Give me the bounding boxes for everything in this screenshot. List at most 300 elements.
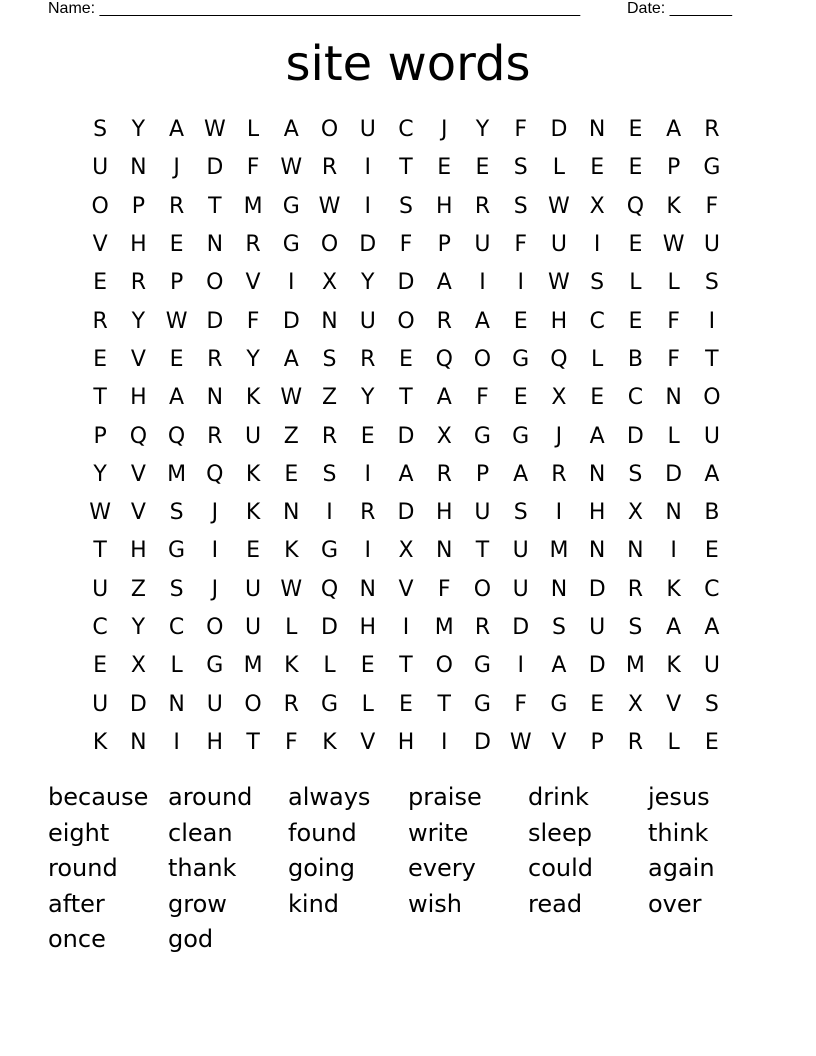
grid-letter: I [517,653,524,679]
grid-letter: U [359,308,376,334]
grid-letter: G [320,538,339,564]
word-item: always [288,783,371,812]
grid-letter: N [665,385,682,411]
grid-letter: N [206,232,224,258]
grid-letter: D [359,232,377,258]
grid-letter: J [173,155,180,181]
grid-letter: E [169,232,184,258]
grid-letter: K [245,500,261,526]
grid-letter: K [92,729,108,755]
grid-letter: A [589,423,605,449]
grid-letter: R [436,461,452,487]
grid-letter: X [589,193,605,219]
grid-letter: G [473,653,491,679]
grid-letter: Z [130,576,146,602]
word-item: think [648,818,709,847]
grid-letter: V [130,346,146,372]
grid-letter: E [628,155,643,181]
grid-letter: R [283,691,299,717]
grid-letter: U [245,615,262,640]
grid-letter: E [399,346,413,372]
grid-letter: V [130,500,146,526]
grid-letter: K [245,385,261,411]
grid-letter: D [206,155,224,181]
grid-letter: K [666,653,681,679]
grid-letter: Q [129,423,148,449]
grid-letter: N [435,538,453,564]
grid-letter: X [321,270,338,296]
word-item: grow [168,889,227,918]
grid-letter: Y [361,270,375,296]
word-row [48,887,768,923]
grid-letter: T [399,385,413,411]
grid-letter: W [509,729,532,755]
grid-row [81,456,731,494]
grid-letter: U [703,423,720,449]
grid-letter: F [667,346,680,372]
grid-letter: N [359,576,376,602]
grid-letter: N [588,117,606,143]
grid-letter: Q [626,193,645,219]
date-field: Date: _______ [627,0,732,17]
grid-letter: C [398,117,414,143]
grid-letter: L [323,653,336,679]
grid-letter: E [475,155,490,181]
grid-letter: S [590,270,605,296]
grid-row [81,571,731,609]
grid-letter: H [359,615,377,640]
word-item: found [288,818,357,847]
grid-letter: L [667,423,680,449]
grid-letter: S [322,346,337,372]
grid-letter: T [705,346,719,372]
grid-letter: E [628,308,643,334]
word-item: after [48,889,105,918]
grid-letter: U [92,576,109,602]
grid-letter: A [704,461,720,487]
grid-letter: J [555,423,563,449]
grid-letter: D [397,270,415,296]
grid-letter: T [93,538,107,564]
grid-letter: Y [246,346,260,372]
word-row [48,816,768,852]
grid-letter: U [206,691,223,717]
grid-letter: S [551,615,566,640]
grid-letter: V [92,232,108,258]
grid-letter: T [399,653,413,679]
grid-letter: P [131,193,145,219]
grid-letter: E [246,538,260,564]
grid-letter: R [245,232,261,258]
grid-letter: A [551,653,567,679]
grid-letter: V [551,729,567,755]
grid-letter: I [211,538,219,564]
grid-letter: U [474,500,491,526]
grid-letter: G [550,691,568,717]
grid-letter: W [203,117,226,143]
grid-letter: I [555,500,563,526]
grid-letter: M [167,461,187,487]
grid-letter: I [479,270,486,296]
grid-letter: O [206,615,224,640]
grid-letter: M [549,538,569,564]
grid-letter: N [168,691,185,717]
grid-letter: A [169,117,185,143]
grid-letter: E [628,232,643,258]
grid-letter: E [284,461,299,487]
grid-letter: E [704,729,719,755]
grid-letter: I [364,193,371,219]
grid-row [81,609,731,647]
grid-letter: U [359,117,376,143]
grid-row [81,341,731,379]
grid-letter: I [593,232,601,258]
grid-letter: G [282,232,300,258]
grid-letter: A [474,308,490,334]
grid-letter: L [591,346,604,372]
grid-letter: S [513,500,528,526]
grid-letter: L [667,729,680,755]
grid-letter: D [397,500,415,526]
grid-letter: G [320,691,339,717]
grid-letter: X [551,385,567,411]
grid-letter: U [703,232,720,258]
grid-letter: L [629,270,642,296]
grid-letter: A [283,117,299,143]
grid-letter: F [246,155,260,181]
grid-letter: L [552,155,566,181]
grid-letter: O [435,653,453,679]
grid-row [81,532,731,570]
word-item: over [648,889,702,918]
grid-letter: R [168,193,185,219]
grid-letter: N [665,500,682,526]
grid-letter: N [588,461,606,487]
grid-letter: R [207,346,223,372]
grid-row [81,149,731,187]
grid-letter: R [627,576,644,602]
grid-letter: A [513,461,529,487]
grid-letter: F [667,308,680,334]
word-item: once [48,925,106,954]
grid-row [81,494,731,532]
grid-letter: R [474,615,491,640]
grid-letter: K [284,538,299,564]
word-item: jesus [648,783,710,812]
grid-letter: Y [361,385,375,411]
grid-letter: I [364,461,371,487]
word-item: eight [48,818,110,847]
grid-letter: I [364,538,371,564]
grid-letter: O [703,385,721,411]
grid-letter: B [704,500,720,526]
grid-letter: D [626,423,644,449]
grid-letter: Z [321,385,338,411]
grid-letter: Q [435,346,453,372]
grid-letter: A [436,385,452,411]
grid-letter: U [92,155,109,181]
grid-letter: I [402,615,410,640]
grid-letter: G [206,653,224,679]
grid-letter: O [206,270,224,296]
grid-letter: T [437,691,451,717]
grid-letter: D [550,117,568,143]
grid-letter: B [627,346,643,372]
grid-letter: D [282,308,300,334]
grid-row [81,685,731,723]
grid-letter: E [93,270,108,296]
grid-letter: G [703,155,721,181]
grid-letter: Y [131,308,146,334]
grid-letter: O [473,346,492,372]
grid-letter: R [704,117,720,143]
grid-letter: H [206,729,224,755]
grid-letter: X [627,691,643,717]
grid-letter: W [89,500,111,526]
grid-letter: X [627,500,643,526]
grid-letter: H [435,193,453,219]
grid-letter: O [320,117,339,143]
grid-letter: Z [283,423,299,449]
grid-letter: A [666,615,682,640]
word-item: every [408,854,476,883]
grid-letter: E [513,385,528,411]
grid-letter: J [211,500,219,526]
grid-letter: S [513,193,528,219]
word-item: write [408,818,469,847]
grid-letter: C [92,615,108,640]
grid-letter: A [398,461,414,487]
grid-row [81,724,731,762]
grid-letter: V [130,461,146,487]
word-item: god [168,925,214,954]
worksheet-header [48,0,748,20]
grid-letter: W [662,232,685,258]
grid-letter: I [708,308,716,334]
grid-letter: L [285,615,298,640]
letter-grid [81,111,731,762]
grid-letter: X [436,423,452,449]
grid-letter: R [627,729,644,755]
grid-letter: P [437,232,451,258]
grid-letter: I [364,155,371,181]
grid-letter: W [165,308,188,334]
grid-letter: R [130,270,146,296]
grid-letter: K [245,461,261,487]
grid-letter: S [513,155,528,181]
grid-letter: P [93,423,107,449]
word-item: could [528,854,593,883]
grid-letter: W [280,576,303,602]
grid-letter: S [322,461,337,487]
grid-letter: S [704,270,719,296]
grid-letter: R [207,423,223,449]
grid-letter: I [288,270,295,296]
grid-letter: E [360,653,375,679]
grid-letter: M [434,615,454,640]
grid-letter: H [130,538,147,564]
grid-letter: Y [131,117,146,143]
grid-letter: I [326,500,333,526]
word-item: kind [288,889,340,918]
grid-letter: L [361,691,374,717]
grid-row [81,417,731,455]
word-item: praise [408,783,482,812]
grid-letter: O [320,232,339,258]
grid-letter: R [321,423,338,449]
grid-letter: P [666,155,681,181]
grid-letter: C [627,385,644,411]
grid-letter: V [666,691,682,717]
grid-letter: K [666,576,681,602]
grid-letter: E [590,691,605,717]
grid-letter: R [92,308,108,334]
grid-letter: F [437,576,451,602]
grid-letter: H [435,500,453,526]
word-row [48,922,768,958]
grid-letter: F [705,193,719,219]
grid-letter: C [168,615,185,640]
grid-letter: G [473,423,491,449]
grid-letter: N [627,538,644,564]
grid-letter: H [130,232,147,258]
word-item: sleep [528,818,592,847]
grid-letter: W [548,270,570,296]
grid-letter: H [550,308,568,334]
grid-letter: F [514,232,528,258]
grid-letter: U [703,653,720,679]
grid-letter: E [93,653,108,679]
grid-letter: I [440,729,448,755]
grid-letter: E [590,155,605,181]
grid-letter: E [169,346,184,372]
grid-letter: S [93,117,108,143]
grid-letter: X [130,653,146,679]
grid-letter: N [130,155,147,181]
grid-letter: W [318,193,341,219]
grid-letter: I [670,538,677,564]
grid-letter: V [398,576,414,602]
grid-letter: I [173,729,180,755]
grid-letter: O [473,576,492,602]
grid-letter: P [475,461,490,487]
grid-letter: N [283,500,300,526]
grid-letter: D [512,615,530,640]
grid-letter: G [168,538,186,564]
grid-row [81,647,731,685]
word-item: read [528,889,583,918]
grid-letter: C [589,308,605,334]
page-title: site words [285,36,531,92]
grid-letter: Q [550,346,568,372]
grid-row [81,379,731,417]
grid-letter: R [474,193,491,219]
grid-letter: S [399,193,413,219]
word-item: drink [528,783,589,812]
grid-letter: T [246,729,260,755]
grid-letter: E [590,385,605,411]
grid-letter: N [130,729,147,755]
grid-letter: E [93,346,108,372]
grid-letter: N [321,308,338,334]
grid-letter: U [92,691,109,717]
grid-letter: U [245,423,262,449]
grid-letter: J [211,576,219,602]
word-row [48,780,768,816]
grid-letter: Q [167,423,186,449]
grid-letter: H [397,729,415,755]
grid-letter: A [169,385,185,411]
grid-letter: G [473,691,491,717]
grid-letter: K [284,653,299,679]
grid-letter: T [93,385,107,411]
grid-letter: E [437,155,452,181]
grid-letter: A [436,270,452,296]
grid-letter: R [551,461,567,487]
grid-letter: S [628,615,643,640]
grid-letter: R [436,308,452,334]
grid-letter: D [473,729,491,755]
grid-letter: U [512,576,529,602]
grid-letter: D [321,615,338,640]
grid-letter: Q [206,461,224,487]
grid-letter: Y [475,117,490,143]
grid-letter: R [360,346,376,372]
grid-letter: D [665,461,683,487]
grid-letter: O [397,308,415,334]
word-list [48,780,768,958]
grid-letter: W [280,385,303,411]
grid-row [81,226,731,264]
word-item: because [48,783,149,812]
grid-letter: E [704,538,719,564]
grid-letter: M [625,653,645,679]
word-item: going [288,854,356,883]
grid-letter: D [588,653,606,679]
grid-letter: K [666,193,681,219]
grid-letter: W [280,155,303,181]
grid-letter: R [321,155,338,181]
grid-letter: P [590,729,604,755]
grid-letter: U [474,232,491,258]
grid-letter: J [440,117,448,143]
grid-letter: M [243,193,263,219]
grid-letter: F [514,117,528,143]
grid-letter: T [399,155,413,181]
grid-letter: N [550,576,568,602]
grid-letter: O [244,691,262,717]
grid-letter: N [206,385,224,411]
grid-letter: H [130,385,147,411]
grid-letter: E [399,691,413,717]
word-item: clean [168,818,233,847]
grid-letter: S [169,500,184,526]
grid-letter: P [169,270,184,296]
grid-letter: E [628,117,643,143]
word-item: around [168,783,253,812]
grid-letter: D [397,423,415,449]
grid-letter: A [283,346,299,372]
grid-letter: G [512,423,530,449]
grid-letter: D [588,576,606,602]
grid-letter: D [129,691,147,717]
name-field: Name: ______________________________________________________ [48,0,581,17]
grid-letter: U [245,576,262,602]
grid-row [81,264,731,302]
grid-letter: A [666,117,682,143]
grid-letter: T [208,193,222,219]
grid-letter: R [360,500,376,526]
